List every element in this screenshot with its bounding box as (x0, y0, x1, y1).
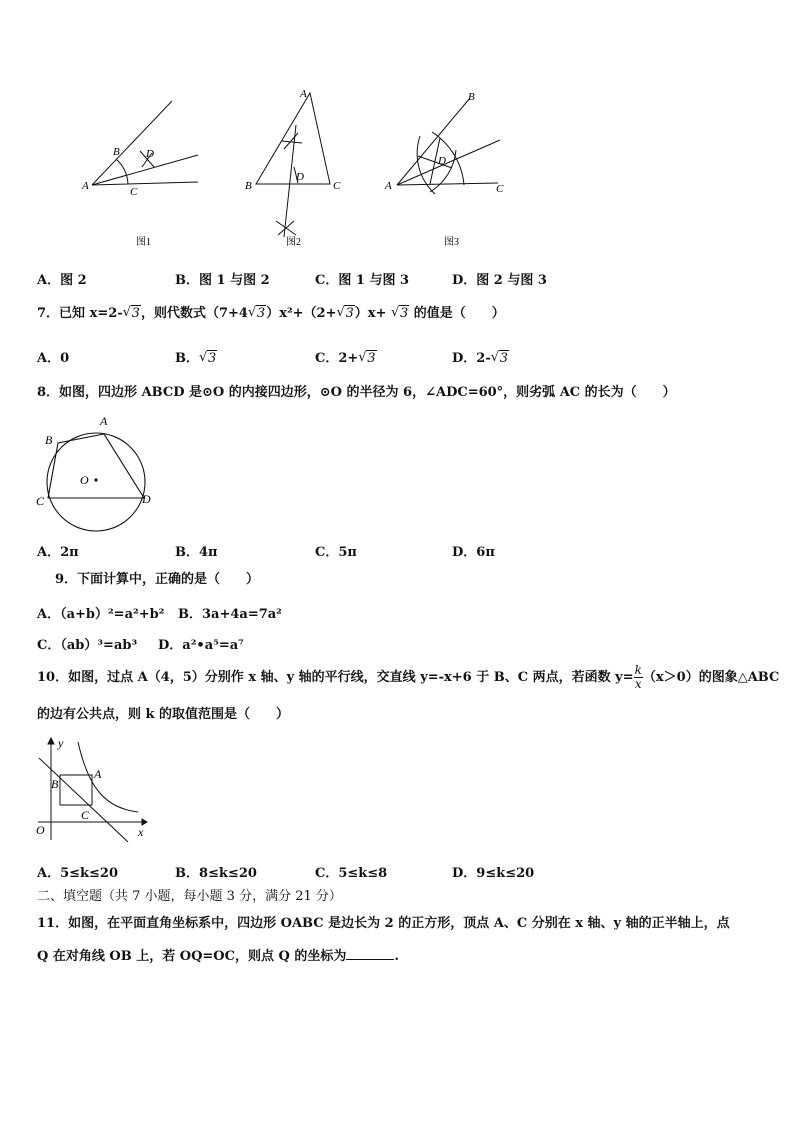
fig3-caption: 图3 (444, 237, 459, 248)
q8-label-b: B (45, 433, 53, 447)
fig2-label-a: A (300, 88, 307, 100)
q8-label-a: A (100, 414, 108, 428)
q10-option-b[interactable]: B．8≤k≤20 (175, 866, 257, 881)
fig3-label-c: C (496, 183, 504, 195)
q10-label-y: y (58, 736, 64, 750)
q8-circle-figure (34, 412, 159, 537)
fig1-label-c: C (130, 186, 138, 198)
q10-option-d[interactable]: D．9≤k≤20 (452, 866, 535, 881)
fig3-label-b: B (468, 91, 475, 103)
q9-option-a[interactable]: A．（a+b）²=a²+b² (37, 607, 165, 622)
q9-stem: 9．下面计算中，正确的是（ ） (55, 572, 260, 587)
sqrt-3: √ 3 (248, 306, 266, 322)
q6-option-d[interactable]: D．图 2 与图 3 (452, 273, 547, 288)
figure-2 (240, 85, 350, 255)
q8-option-a[interactable]: A．2π (37, 545, 79, 560)
q9-option-c[interactable]: C．（ab）³=ab³ (37, 638, 138, 653)
sqrt-3: √ 3 (358, 351, 376, 366)
fig1-caption: 图1 (136, 237, 151, 248)
q8-label-d: D (142, 492, 151, 506)
q7-option-a[interactable]: A．0 (37, 351, 70, 366)
q6-option-b[interactable]: B．图 1 与图 2 (175, 273, 270, 288)
q9-option-d[interactable]: D．a²•a⁵=a⁷ (158, 638, 244, 653)
q8-label-c: C (36, 494, 45, 508)
fig1-label-d: D (146, 148, 154, 160)
q8-option-b[interactable]: B．4π (175, 545, 218, 560)
fig2-caption: 图2 (286, 237, 301, 248)
q6-option-c[interactable]: C．图 1 与图 3 (315, 273, 410, 288)
fig2-label-d: D (296, 171, 304, 183)
q7-option-c[interactable]: C．2+√ 3 (315, 347, 377, 366)
q7-option-d[interactable]: D．2-√ 3 (452, 347, 509, 366)
fraction-k-over-x: $\frac{k}{x}$ (634, 663, 642, 691)
fig3-label-d: D (438, 155, 446, 167)
q10-option-c[interactable]: C．5≤k≤8 (315, 866, 388, 881)
figure-1 (80, 95, 210, 255)
q6-option-a[interactable]: A．图 2 (37, 273, 87, 288)
fig1-label-a: A (82, 180, 89, 192)
q8-label-o: O (80, 473, 89, 487)
sqrt-3: √ 3 (123, 306, 141, 322)
q10-option-a[interactable]: A．5≤k≤20 (37, 866, 119, 881)
section-heading-fill-in: 二、填空题（共 7 小题，每小题 3 分，满分 21 分） (37, 889, 342, 904)
q7-stem: 7．已知 x=2-√ 3，则代数式（7+4√ 3）x²+（2+√ 3）x+ √ 3 的值是（ ） (37, 306, 505, 322)
q8-stem: 8．如图，四边形 ABCD 是⊙O 的内接四边形，⊙O 的半径为 6，∠ADC=60°，则劣弧 AC 的长为（ ） (37, 385, 676, 400)
sqrt-3: √ 3 (491, 351, 509, 366)
q10-label-a: A (94, 767, 102, 781)
sqrt-3: √ 3 (336, 306, 354, 322)
q10-graph-figure (34, 736, 149, 842)
sqrt-3: √ 3 (199, 351, 217, 366)
sqrt-3: √ 3 (391, 306, 409, 322)
q11-stem-line1: 11．如图，在平面直角坐标系中，四边形 OABC 是边长为 2 的正方形，顶点 A、C 分别在 x 轴、y 轴的正半轴上，点 (37, 916, 730, 931)
q10-label-o: O (36, 823, 45, 837)
fig2-label-c: C (333, 180, 341, 192)
fig2-label-b: B (245, 180, 252, 192)
q11-answer-blank[interactable] (346, 947, 394, 960)
q7-option-b[interactable]: B．√ 3 (175, 347, 217, 366)
q10-label-c: C (81, 808, 90, 822)
q9-option-b[interactable]: B．3a+4a=7a² (178, 607, 282, 622)
fig1-label-b: B (113, 146, 120, 158)
q10-label-x: x (138, 825, 144, 839)
q10-stem-line1: 10．如图，过点 A（4，5）分别作 x 轴、y 轴的平行线，交直线 y=-x+6 于 B、C 两点，若函数 y= $\frac{k}{x}$ （x＞0）的图象△ABC (37, 663, 780, 691)
fig3-label-a: A (385, 180, 392, 192)
q8-option-c[interactable]: C．5π (315, 545, 357, 560)
q11-stem-line2: Q 在对角线 OB 上，若 OQ=OC，则点 Q 的坐标为 . (37, 949, 399, 964)
q8-option-d[interactable]: D．6π (452, 545, 495, 560)
q10-stem-line2: 的边有公共点，则 k 的取值范围是（ ） (37, 707, 290, 722)
figure-3 (380, 88, 510, 255)
q10-label-b: B (51, 777, 59, 791)
